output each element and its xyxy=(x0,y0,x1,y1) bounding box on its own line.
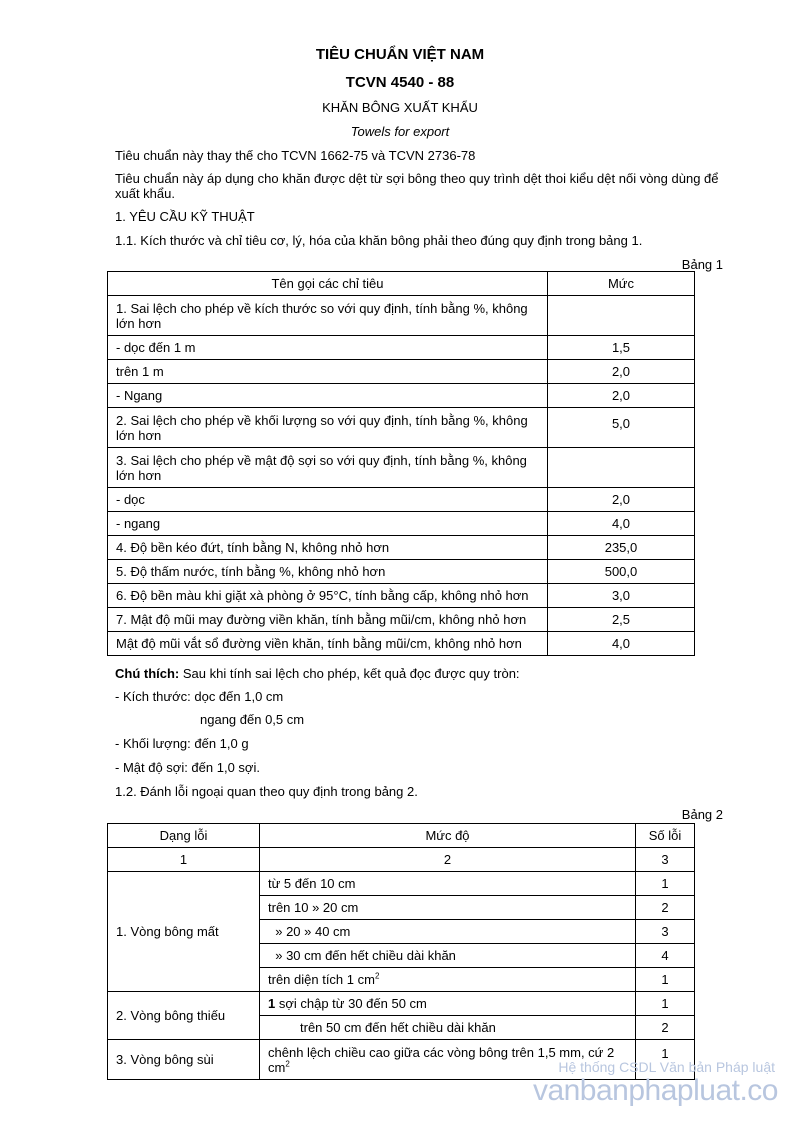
value-cell: 1,5 xyxy=(548,336,695,360)
header-cell: Số lỗi xyxy=(636,824,695,848)
severity-cell: » 20 » 40 cm xyxy=(260,920,636,944)
section-1-2: 1.2. Đánh lỗi ngoại quan theo quy định trong bảng 2. xyxy=(115,784,418,799)
header-cell: Mức độ xyxy=(260,824,636,848)
note-line: - Mật độ sợi: đến 1,0 sợi. xyxy=(115,760,260,775)
para-replace: Tiêu chuẩn này thay thế cho TCVN 1662-75 và TCVN 2736-78 xyxy=(115,148,476,163)
header-cell: Tên gọi các chỉ tiêu xyxy=(108,272,548,296)
value-cell: 4,0 xyxy=(548,632,695,656)
superscript: 2 xyxy=(374,971,380,981)
table-row xyxy=(108,360,695,384)
note-line: - Kích thước: dọc đến 1,0 cm xyxy=(115,689,284,704)
value-cell: 3,0 xyxy=(548,584,695,608)
severity-cell: trên 50 cm đến hết chiều dài khăn xyxy=(260,1016,636,1040)
severity-text: sợi chập từ 30 đến 50 cm xyxy=(275,996,427,1011)
criterion-cell: - dọc xyxy=(108,488,548,512)
criterion-cell: 2. Sai lệch cho phép về khối lượng so với quy định, tính bằng %, không lớn hơn xyxy=(108,408,548,448)
table1-label: Bảng 1 xyxy=(681,257,723,272)
section-1-1: 1.1. Kích thước và chỉ tiêu cơ, lý, hóa của khăn bông phải theo đúng quy định trong bảng 1. xyxy=(115,233,643,248)
count-cell: 1 xyxy=(636,872,695,896)
note xyxy=(115,666,725,681)
section-1-heading: 1. YÊU CẦU KỸ THUẬT xyxy=(115,209,255,224)
severity-cell xyxy=(260,992,636,1016)
header-cell: Dạng lỗi xyxy=(108,824,260,848)
table-row xyxy=(108,488,695,512)
value-cell: 235,0 xyxy=(548,536,695,560)
table-row xyxy=(108,408,695,448)
severity-text: chênh lệch chiều cao giữa các vòng bông trên 1,5 mm, cứ 2 cm xyxy=(268,1044,615,1075)
doc-subtitle-en: Towels for export xyxy=(350,124,450,139)
value-cell xyxy=(548,448,695,488)
count-cell: 1 xyxy=(636,968,695,992)
value-cell: 500,0 xyxy=(548,560,695,584)
criterion-cell: 6. Độ bền màu khi giặt xà phòng ở 95°C, tính bằng cấp, không nhỏ hơn xyxy=(108,584,548,608)
doc-subtitle: KHĂN BÔNG XUẤT KHẨU xyxy=(322,100,478,115)
table-row xyxy=(108,448,695,488)
table-header-row xyxy=(108,272,695,296)
table-row xyxy=(108,992,695,1016)
table-row xyxy=(108,384,695,408)
note-text: Sau khi tính sai lệch cho phép, kết quả đọc được quy tròn: xyxy=(179,666,520,681)
watermark-caption: Hệ thống CSDL Văn bản Pháp luật xyxy=(558,1059,775,1075)
criterion-cell: - dọc đến 1 m xyxy=(108,336,548,360)
watermark-site: vanbanphapluat.co xyxy=(532,1074,778,1107)
criterion-cell: Mật độ mũi vắt sổ đường viền khăn, tính bằng mũi/cm, không nhỏ hơn xyxy=(108,632,548,656)
doc-code: TCVN 4540 - 88 xyxy=(345,74,455,91)
value-cell: 2,0 xyxy=(548,488,695,512)
count-cell: 2 xyxy=(636,896,695,920)
column-number: 1 xyxy=(108,848,260,872)
severity-text: trên diện tích 1 cm xyxy=(268,972,375,987)
severity-bold: 1 xyxy=(268,996,276,1011)
severity-cell: trên 10 » 20 cm xyxy=(260,896,636,920)
severity-cell: từ 5 đến 10 cm xyxy=(260,872,636,896)
defect-type: 2. Vòng bông thiếu xyxy=(108,992,260,1040)
criterion-cell: 4. Độ bền kéo đứt, tính bằng N, không nhỏ hơn xyxy=(108,536,548,560)
count-cell: 3 xyxy=(636,920,695,944)
criterion-cell: 5. Độ thấm nước, tính bằng %, không nhỏ hơn xyxy=(108,560,548,584)
value-cell: 2,5 xyxy=(548,608,695,632)
column-number: 3 xyxy=(636,848,695,872)
criterion-cell: 3. Sai lệch cho phép về mật độ sợi so với quy định, tính bằng %, không lớn hơn xyxy=(108,448,548,488)
table-row xyxy=(108,536,695,560)
count-cell: 2 xyxy=(636,1016,695,1040)
severity-cell: » 30 cm đến hết chiều dài khăn xyxy=(260,944,636,968)
table-row xyxy=(108,296,695,336)
criterion-cell: 1. Sai lệch cho phép về kích thước so với quy định, tính bằng %, không lớn hơn xyxy=(108,296,548,336)
table-row xyxy=(108,336,695,360)
value-cell: 5,0 xyxy=(548,408,695,448)
criterion-cell: 7. Mật độ mũi may đường viền khăn, tính bằng mũi/cm, không nhỏ hơn xyxy=(108,608,548,632)
value-cell: 4,0 xyxy=(548,512,695,536)
superscript: 2 xyxy=(285,1059,290,1069)
count-cell: 1 xyxy=(636,1040,695,1080)
note-label: Chú thích: xyxy=(115,666,180,681)
table-1 xyxy=(107,271,695,656)
table2-label: Bảng 2 xyxy=(681,807,723,822)
defect-type: 3. Vòng bông sùi xyxy=(108,1040,260,1080)
para-scope: Tiêu chuẩn này áp dụng cho khăn được dệt từ sợi bông theo quy trình dệt thoi kiểu dệt nối vòng dùng để xuất khẩu. xyxy=(115,171,719,201)
criterion-cell: trên 1 m xyxy=(108,360,548,384)
column-number: 2 xyxy=(260,848,636,872)
criterion-cell: - ngang xyxy=(108,512,548,536)
table-row xyxy=(108,872,695,896)
count-cell: 1 xyxy=(636,992,695,1016)
note-line: ngang đến 0,5 cm xyxy=(200,712,305,727)
table-2 xyxy=(107,823,695,1080)
criterion-cell: - Ngang xyxy=(108,384,548,408)
table-number-row xyxy=(108,848,695,872)
header-cell: Mức xyxy=(548,272,695,296)
table-row xyxy=(108,608,695,632)
table-row xyxy=(108,560,695,584)
severity-cell xyxy=(260,968,636,992)
table-row xyxy=(108,512,695,536)
defect-type: 1. Vòng bông mất xyxy=(108,872,260,992)
table-row xyxy=(108,584,695,608)
value-cell: 2,0 xyxy=(548,360,695,384)
doc-title: TIÊU CHUẨN VIỆT NAM xyxy=(315,46,485,63)
count-cell: 4 xyxy=(636,944,695,968)
note-line: - Khối lượng: đến 1,0 g xyxy=(115,736,249,751)
table-header-row xyxy=(108,824,695,848)
value-cell xyxy=(548,296,695,336)
table-row xyxy=(108,632,695,656)
value-cell: 2,0 xyxy=(548,384,695,408)
